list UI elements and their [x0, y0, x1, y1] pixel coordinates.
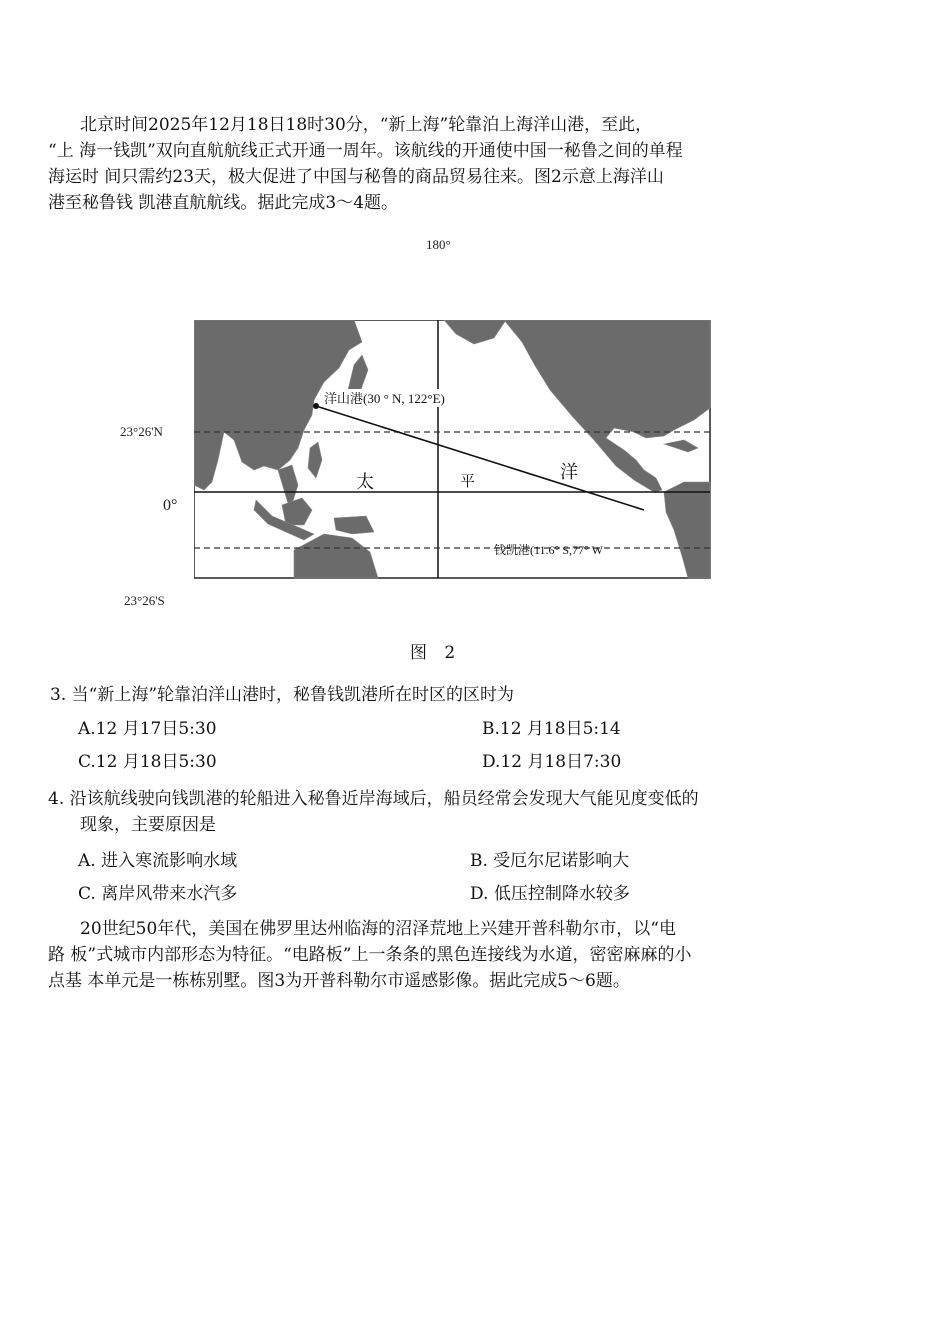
ocean-char-3: 洋: [560, 462, 578, 483]
intro-line: 路 板”式城市内部形态为特征。“电路板”上一条条的黑色连接线为水道，密密麻麻的小: [48, 945, 692, 965]
label-180-meridian: 180°: [426, 237, 451, 252]
q3-option-a: A.12 月17日5:30: [78, 719, 217, 739]
intro-paragraph-2: [48, 916, 818, 994]
yangshan-port-label: 洋山港(30 ° N, 122°E): [324, 391, 445, 406]
question-4-stem-line2: 现象，主要原因是: [80, 815, 216, 835]
question-4-stem-line1: 4. 沿该航线驶向钱凯港的轮船进入秘鲁近岸海域后，船员经常会发现大气能见度变低的: [48, 789, 699, 809]
label-tropic-cancer: 23°26'N: [120, 424, 163, 439]
question-3-stem: 3. 当“新上海”轮靠泊洋山港时，秘鲁钱凯港所在时区的区时为: [50, 685, 515, 705]
intro-line: 港至秘鲁钱 凯港直航航线。据此完成3～4题。: [48, 193, 399, 213]
intro-line: 北京时间2025年12月18日18时30分，“新上海”轮靠泊上海洋山港，至此，: [80, 115, 653, 135]
q3-option-c: C.12 月18日5:30: [78, 752, 217, 772]
intro-line: 海运时 间只需约23天，极大促进了中国与秘鲁的商品贸易往来。图2示意上海洋山: [48, 167, 664, 187]
intro-paragraph-1: [48, 112, 818, 216]
q4-option-d: D. 低压控制降水较多: [470, 884, 630, 904]
intro-line: 20世纪50年代，美国在佛罗里达州临海的沼泽荒地上兴建开普科勒尔市，以“电: [80, 919, 676, 939]
q4-option-c: C. 离岸风带来水汽多: [78, 884, 238, 904]
q4-option-a: A. 进入寒流影响水域: [78, 851, 238, 871]
pacific-route-map: [194, 320, 712, 580]
yangshan-port-marker: [313, 403, 319, 409]
label-tropic-capricorn: 23°26'S: [124, 593, 165, 608]
intro-line: 点基 本单元是一栋栋别墅。图3为开普科勒尔市遥感影像。据此完成5～6题。: [48, 971, 630, 991]
q4-option-b: B. 受厄尔尼诺影响大: [470, 851, 630, 871]
figure-caption: 图 2: [410, 643, 462, 663]
intro-line: “上 海一钱凯”双向直航航线正式开通一周年。该航线的开通使中国一秘鲁之间的单程: [48, 141, 683, 161]
label-equator: 0°: [163, 497, 178, 514]
ocean-char-1: 太: [356, 472, 374, 493]
q3-option-d: D.12 月18日7:30: [482, 752, 622, 772]
ocean-char-2: 平: [460, 472, 476, 490]
chancay-port-label: 钱凯港(11.6° S,77° W: [494, 543, 603, 557]
q3-option-b: B.12 月18日5:14: [482, 719, 621, 739]
